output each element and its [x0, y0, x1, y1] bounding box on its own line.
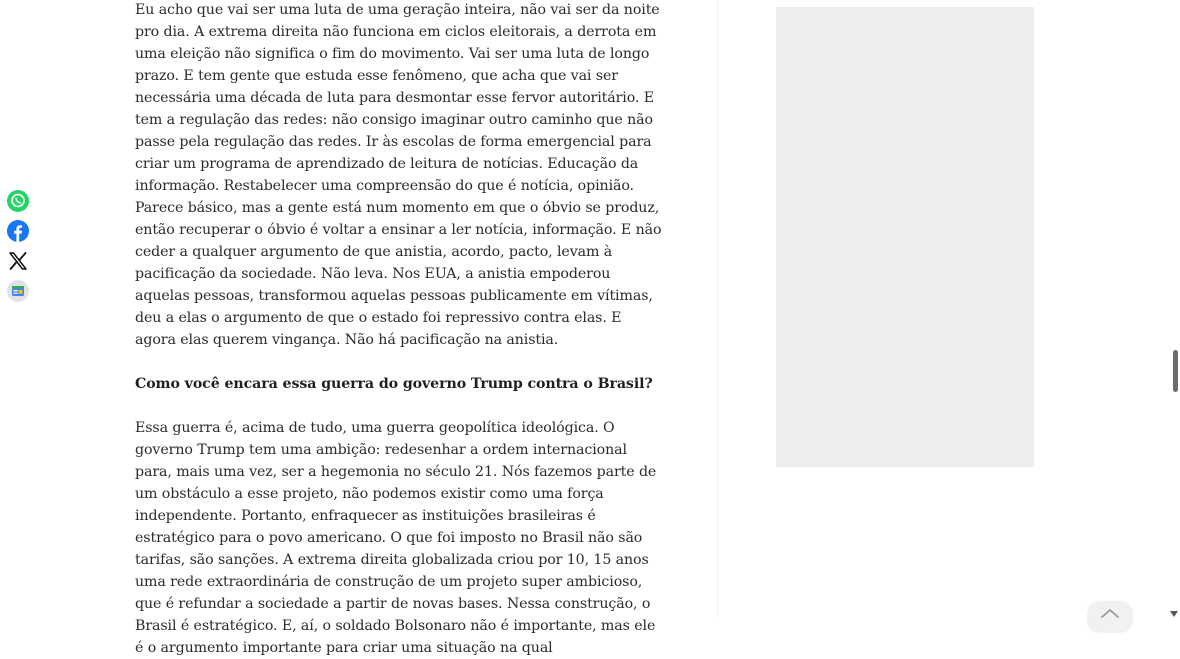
share-bar — [6, 189, 30, 309]
whatsapp-icon — [7, 190, 29, 212]
ad-placeholder — [776, 7, 1034, 467]
facebook-icon — [7, 220, 29, 242]
google-news-share-button[interactable] — [6, 279, 30, 303]
back-to-top-button[interactable] — [1088, 602, 1132, 632]
facebook-share-button[interactable] — [6, 219, 30, 243]
interview-question: Como você encara essa guerra do governo Trump contra o Brasil? — [135, 376, 653, 392]
scroll-down-arrow-icon[interactable] — [1170, 611, 1178, 617]
x-icon — [8, 251, 28, 271]
article-body — [135, 0, 665, 659]
x-share-button[interactable] — [6, 249, 30, 273]
whatsapp-share-button[interactable] — [6, 189, 30, 213]
google-news-icon — [7, 280, 29, 302]
scrollbar-thumb[interactable] — [1173, 350, 1178, 392]
article-paragraph: Eu acho que vai ser uma luta de uma geração inteira, não vai ser da noite pro dia. A extrema direita não funciona em ciclos eleitorais, a derrota em uma eleição não significa o fim do movimento. Vai ser uma luta de longo prazo. E tem gente que estuda esse fenômeno, que acha que vai ser necessária uma década de luta para desmontar esse fervor autoritário. E tem a regulação das redes: não consigo imaginar outro caminho que não passe pela regulação das redes. Ir às escolas de forma emergencial para criar um programa de aprendizado de leitura de notícias. Educação da informação. Restabelecer uma compreensão do que é notícia, opinião. Parece básico, mas a gente está num momento em que o óbvio se produz, então recuperar o óbvio é voltar a ensinar a ler notícia, informação. E não ceder a qualquer argumento de que anistia, acordo, pacto, levam à pacificação da sociedade. Não leva. Nos EUA, a anistia empoderou aquelas pessoas, transformou aquelas pessoas publicamente em vítimas, deu a elas o argumento de que o estado foi repressivo contra elas. E agora elas querem vingança. Não há pacificação na anistia. — [135, 2, 662, 348]
article-paragraph: Essa guerra é, acima de tudo, uma guerra geopolítica ideológica. O governo Trump tem uma ambição: redesenhar a ordem internacional para, mais uma vez, ser a hegemonia no século 21. Nós fazemos parte de um obstáculo a esse projeto, não podemos existir como uma força independente. Portanto, enfraquecer as instituições brasileiras é estratégico para o povo americano. O que foi imposto no Brasil não são tarifas, são sanções. A extrema direita globalizada criou por 10, 15 anos uma rede extraordinária de construção de um projeto super ambicioso, que é refundar a sociedade a partir de novas bases. Nessa construção, o Brasil é estratégico. E, aí, o soldado Bolsonaro não é importante, mas ele é o argumento importante para criar uma situação na qual — [135, 420, 657, 656]
chevron-up-icon — [1101, 608, 1119, 618]
column-divider — [717, 0, 718, 618]
